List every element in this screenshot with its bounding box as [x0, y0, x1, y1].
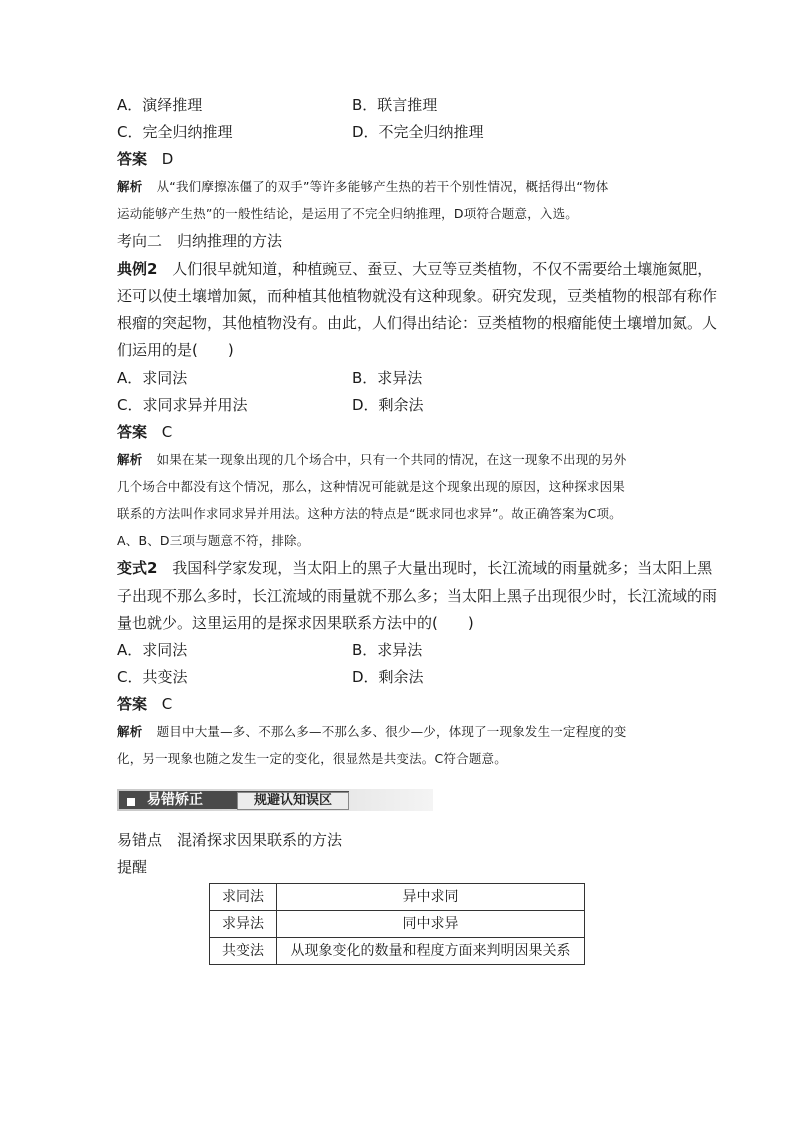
section-heading: 考向二 归纳推理的方法	[117, 232, 283, 250]
option-c: C．求同求异并用法	[117, 396, 248, 414]
explanation-label: 解析	[117, 179, 143, 194]
option-a: A．求同法	[117, 369, 188, 387]
explanation-text: 题目中大量—多、不那么多—不那么多、很少—少，体现了一现象发生一定程度的变	[156, 724, 627, 739]
square-bullet-icon	[127, 798, 135, 806]
explanation-text: 联系的方法叫作求同求异并用法。这种方法的特点是“既求同也求异”。故正确答案为C项。	[117, 506, 622, 521]
explanation-text: 运动能够产生热”的一般性结论，是运用了不完全归纳推理，D项符合题意，入选。	[117, 206, 579, 221]
table-row	[210, 911, 585, 938]
explanation-label: 解析	[117, 724, 143, 739]
answer-line	[117, 150, 173, 168]
example-text: 人们很早就知道，种植豌豆、蚕豆、大豆等豆类植物，不仅不需要给土壤施氮肥，	[172, 260, 713, 278]
banner-subtitle: 规避认知误区	[237, 792, 349, 810]
variant-line	[117, 559, 712, 577]
table-cell-desc: 从现象变化的数量和程度方面来判明因果关系	[277, 938, 585, 965]
answer-value: C	[161, 695, 173, 713]
example-text: 还可以使土壤增加氮，而种植其他植物就没有这种现象。研究发现，豆类植物的根部有称作	[117, 287, 718, 305]
explanation-line	[117, 723, 627, 741]
option-b: B．求异法	[352, 641, 423, 659]
explanation-line	[117, 178, 608, 196]
table-cell-method: 共变法	[210, 938, 277, 965]
answer-line	[117, 695, 172, 713]
variant-text: 量也就少。这里运用的是探求因果联系方法中的( )	[117, 614, 474, 632]
banner-title: 易错矫正	[147, 792, 203, 808]
variant-text: 我国科学家发现，当太阳上的黑子大量出现时，长江流域的雨量就多；当太阳上黑	[172, 559, 713, 577]
error-point: 易错点 混淆探求因果联系的方法	[117, 831, 343, 849]
option-d: D．剩余法	[352, 396, 424, 414]
option-d: D．剩余法	[352, 668, 424, 686]
reminder-label: 提醒	[117, 858, 148, 876]
explanation-text: 从“我们摩擦冻僵了的双手”等许多能够产生热的若干个别性情况，概括得出“物体	[156, 179, 609, 194]
answer-label: 答案	[117, 150, 148, 168]
option-b: B．联言推理	[352, 96, 438, 114]
option-a: A．演绎推理	[117, 96, 203, 114]
table-cell-desc: 同中求异	[277, 911, 585, 938]
method-table	[209, 883, 585, 965]
explanation-line	[117, 451, 627, 469]
table-cell-desc: 异中求同	[277, 884, 585, 911]
variant-label: 变式2	[117, 559, 158, 577]
answer-label: 答案	[117, 695, 148, 713]
example-line	[117, 260, 712, 278]
variant-text: 子出现不那么多时，长江流域的雨量就不那么多；当太阳上黑子出现很少时，长江流域的雨	[117, 587, 718, 605]
option-b: B．求异法	[352, 369, 423, 387]
explanation-text: 几个场合中都没有这个情况，那么，这种情况可能就是这个现象出现的原因，这种探求因果	[117, 479, 626, 494]
answer-value: D	[161, 150, 174, 168]
answer-value: C	[161, 423, 173, 441]
example-text: 们运用的是( )	[117, 341, 234, 359]
section-banner	[117, 789, 433, 811]
option-d: D．不完全归纳推理	[352, 123, 484, 141]
banner-title-bar	[119, 791, 349, 809]
option-c: C．共变法	[117, 668, 188, 686]
example-text: 根瘤的突起物，其他植物没有。由此，人们得出结论：豆类植物的根瘤能使土壤增加氮。人	[117, 314, 718, 332]
option-a: A．求同法	[117, 641, 188, 659]
answer-label: 答案	[117, 423, 148, 441]
option-c: C．完全归纳推理	[117, 123, 233, 141]
table-row	[210, 884, 585, 911]
example-label: 典例2	[117, 260, 158, 278]
explanation-text: 如果在某一现象出现的几个场合中，只有一个共同的情况，在这一现象不出现的另外	[156, 452, 627, 467]
explanation-text: 化，另一现象也随之发生一定的变化，很显然是共变法。C符合题意。	[117, 751, 507, 766]
table-cell-method: 求同法	[210, 884, 277, 911]
explanation-text: A、B、D三项与题意不符，排除。	[117, 533, 310, 548]
answer-line	[117, 423, 172, 441]
explanation-label: 解析	[117, 452, 143, 467]
table-cell-method: 求异法	[210, 911, 277, 938]
table-row	[210, 938, 585, 965]
